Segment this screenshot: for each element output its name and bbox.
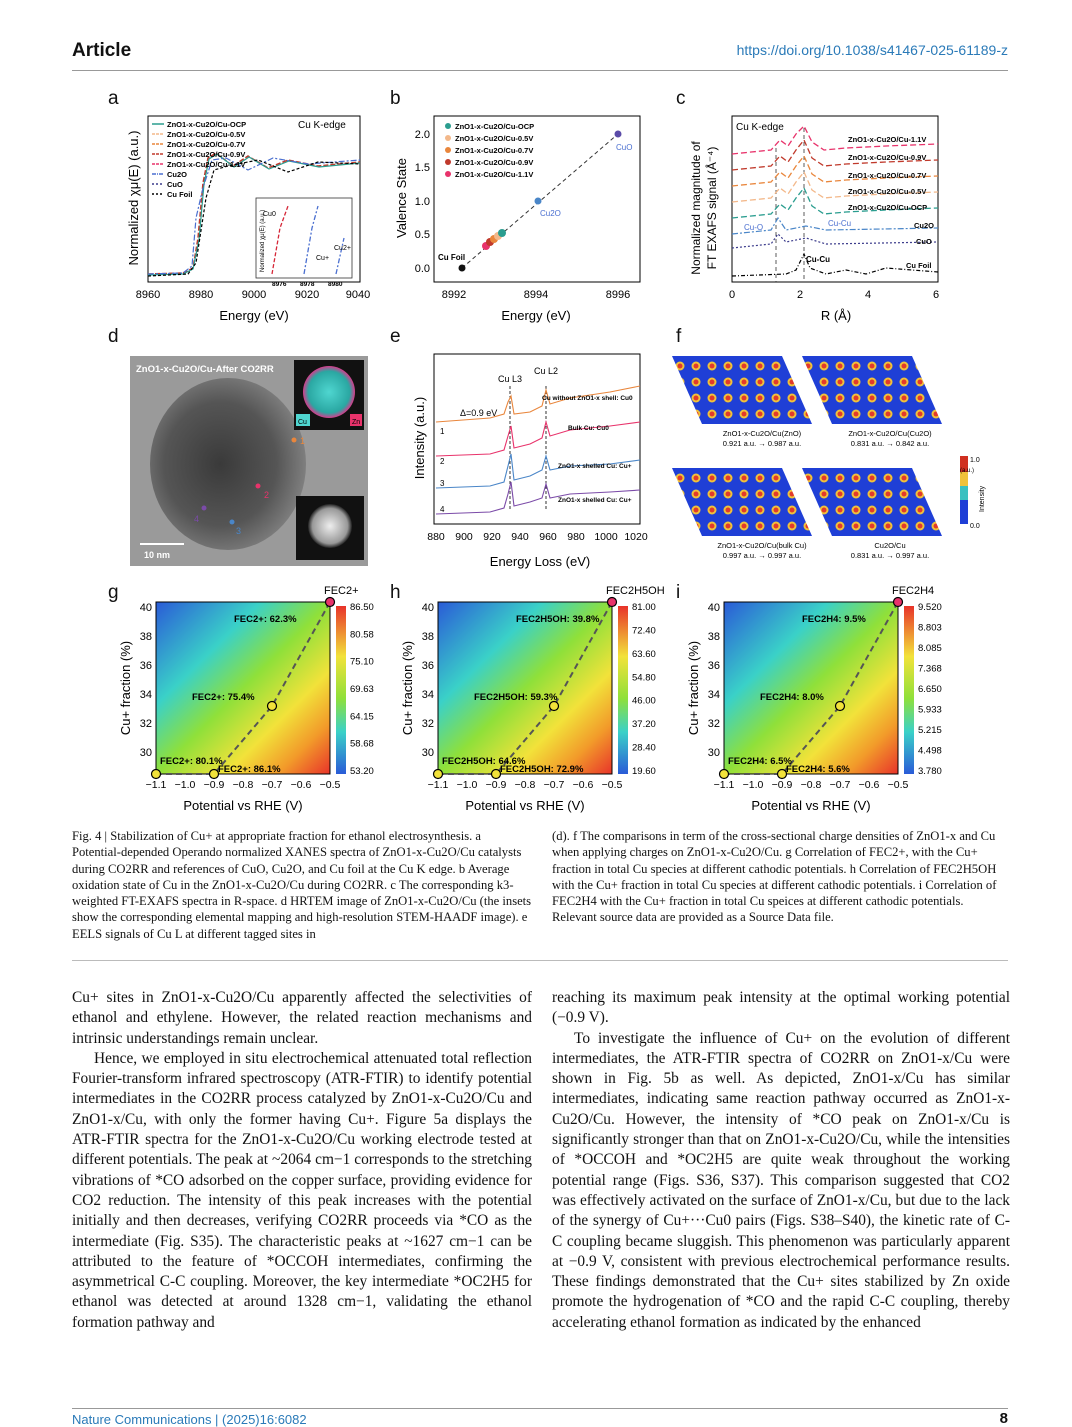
inset-cu0: Cu0 (263, 211, 276, 218)
figure-caption-right (552, 828, 1010, 926)
e-num-4: 4 (440, 505, 445, 514)
f-val-1: 0.921 a.u. → 0.987 a.u. (722, 439, 802, 448)
c-curve-6: CuO (916, 237, 932, 246)
body-column-left (72, 988, 532, 1333)
c-ylabel-1: Normalized magnitude of (689, 141, 703, 275)
body-column-right (552, 988, 1010, 1333)
e-xtick-4: 960 (539, 531, 557, 543)
e-trace-2: Bulk Cu: Cu0 (568, 425, 609, 432)
x-tick: −0.8 (232, 779, 254, 791)
contour-title: FEC2H5OH (606, 585, 665, 597)
panel-e-label: e (390, 326, 401, 347)
b-pt-cuo: CuO (616, 143, 633, 152)
e-xtick-0: 880 (427, 531, 445, 543)
a-xtick-2: 9000 (241, 289, 267, 301)
e-xtick-2: 920 (483, 531, 501, 543)
y-tick: 40 (139, 602, 152, 614)
legend-b-2: ZnO1-x-Cu2O/Cu-0.7V (455, 146, 534, 155)
panel-a-legend (152, 120, 246, 199)
d-pt-4: 4 (194, 514, 200, 524)
legend-b-4: ZnO1-x-Cu2O/Cu-1.1V (455, 170, 534, 179)
colorbar-tick: 72.40 (632, 625, 656, 637)
y-tick: 32 (139, 718, 152, 730)
caption-right-text: (d). f The comparisons in term of the cross-sectional charge densities of ZnO1-x and Cu when applying charges on ZnO1-x-Cu2O/Cu. g Correlation of FEC2+, with the Cu+ fraction in total Cu species at different cathodic potentials. h Correlation of FEC2H5OH with the Cu+ fraction in total Cu species at different cathodic potentials. i Correlation of FEC2H4 with the Cu+ fraction in total Cu speices at different cathodic potentials. Relevant source data are provided as a Source Data file. (552, 829, 997, 925)
panel-a (108, 88, 370, 328)
x-tick: −0.9 (771, 779, 793, 791)
legend-b-3: ZnO1-x-Cu2O/Cu-0.9V (455, 158, 534, 167)
x-tick: −1.1 (145, 779, 167, 791)
b-ylabel: Valence State (394, 158, 409, 238)
doi-link[interactable]: https://doi.org/10.1038/s41467-025-61189-z (736, 42, 1008, 58)
b-ytick-4: 2.0 (414, 129, 430, 141)
body-left-p1: Cu+ sites in ZnO1-x-Cu2O/Cu apparently affected the selectivities of ethanol and ethylene. However, the related reaction mechanisms and intrinsic understandings remain unclear. (72, 989, 532, 1047)
colorbar-tick: 6.650 (918, 684, 942, 695)
colorbar-tick: 53.20 (350, 766, 374, 777)
e-xtick-5: 980 (567, 531, 585, 543)
e-xtick-3: 940 (511, 531, 529, 543)
valence-chart (390, 88, 652, 328)
e-L3: Cu L3 (498, 374, 523, 384)
panel-h-label: h (390, 582, 401, 603)
x-axis-label: Potential vs RHE (V) (465, 798, 585, 813)
y-tick: 30 (139, 747, 152, 759)
x-tick: −1.0 (456, 779, 478, 791)
x-tick: −1.0 (742, 779, 764, 791)
page-number: 8 (999, 1410, 1008, 1427)
y-tick: 36 (421, 660, 434, 672)
fe-annotation: FEC2H5OH: 72.9% (500, 764, 584, 775)
x-tick: −0.8 (800, 779, 822, 791)
b-pt-cu2o: Cu2O (540, 209, 561, 218)
x-tick: −0.9 (485, 779, 507, 791)
panel-b (390, 88, 652, 328)
colorbar-tick: 8.085 (918, 643, 942, 654)
header-section: Article (72, 40, 132, 61)
colorbar (618, 606, 628, 774)
inset-ylabel: Normalized χμ(E) (a.u.) (260, 209, 266, 272)
e-num-3: 3 (440, 479, 445, 488)
fe-annotation: FEC2+: 62.3% (234, 614, 297, 625)
f-cap-2: ZnO1-x-Cu2O/Cu(Cu2O) (848, 429, 932, 438)
data-point (720, 770, 729, 779)
data-point (326, 598, 335, 607)
y-axis-label: Cu+ fraction (%) (118, 640, 133, 736)
data-point (268, 702, 277, 711)
fe-annotation: FEC2H5OH: 59.3% (474, 692, 558, 703)
y-tick: 36 (139, 660, 152, 672)
b-ytick-1: 0.5 (414, 229, 430, 241)
x-tick: −0.9 (203, 779, 225, 791)
b-ytick-2: 1.0 (414, 196, 430, 208)
c-xtick-0: 0 (728, 289, 736, 301)
f-cap-1: ZnO1-x-Cu2O/Cu(ZnO) (722, 429, 802, 438)
c-xlabel: R (Å) (820, 308, 852, 323)
f-val-2: 0.831 a.u. → 0.842 a.u. (850, 439, 930, 448)
body-right-p1: reaching its maximum peak intensity at the optimal working potential (−0.9 V). (552, 989, 1010, 1027)
colorbar-tick: 37.20 (632, 719, 656, 731)
legend-b-1: ZnO1-x-Cu2O/Cu-0.5V (455, 134, 534, 143)
panel-f-label: f (676, 326, 682, 347)
e-trace-nums (440, 427, 445, 514)
xanes-chart (108, 88, 370, 328)
x-tick: −0.6 (858, 779, 880, 791)
colorbar-tick: 7.368 (918, 663, 942, 675)
e-L2: Cu L2 (534, 366, 559, 376)
y-axis-label: Cu+ fraction (%) (686, 640, 701, 736)
body-right-p2: To investigate the influence of Cu+ on the evolution of different intermediates, the ATR-FTIR spectra of CO2RR on ZnO1-x/Cu were shown in Fig. 5b as well. As depicted, ZnO1-x/Cu has similar intermediates, indicating same reaction pathway occurred as ZnO1-x-Cu2O/Cu. However, the intensity of *CO peak on ZnO1-x/Cu is significantly stronger than that on ZnO1-x-Cu2O/Cu, while the intensities of *OCCOH and *OC2H5 are quite weak throughout the working potential range (Figs. S36, S37). This comparison suggested that CO2 was effectively activated on the surface of ZnO1-x/Cu, but due to the lack of the synergy of Cu+···Cu0 pairs (Figs. S38–S40), the kinetic rate of C-C coupling became sluggish. This phenomenon was particularly apparent at −0.9 V, consistent with previous electrochemical performance results. These findings demonstrated that the Cu+ sites stabilized by Zn oxide promote the hydrogenation of *CO and the rapid C-C coupling, thereby accelerating ethanol formation as indicated by the enhanced (552, 1029, 1010, 1331)
x-tick: −0.7 (829, 779, 851, 791)
charge-density-maps (672, 326, 992, 574)
data-point (434, 770, 443, 779)
y-tick: 30 (707, 747, 720, 759)
e-trace-3: ZnO1-x shelled Cu: Cu+ (558, 463, 632, 470)
data-point (608, 598, 617, 607)
e-trace-4: ZnO1-x shelled Cu: Cu+ (558, 497, 632, 504)
b-pt-foil: Cu Foil (438, 253, 466, 262)
inset-xtick-2: 8980 (328, 281, 343, 288)
colorbar-tick: 8.803 (918, 622, 942, 634)
fe-annotation: FEC2+: 86.1% (218, 764, 281, 775)
f-cbar-max: 1.0 (970, 457, 980, 464)
data-point (152, 770, 161, 779)
inset-cu2: Cu2+ (334, 245, 351, 252)
panel-g (108, 578, 390, 818)
c-xtick-2: 4 (864, 289, 872, 301)
f-cbar-min: 0.0 (970, 523, 980, 530)
e-xtick-7: 1020 (624, 531, 648, 543)
panel-e (390, 326, 652, 576)
colorbar-tick: 63.60 (632, 648, 656, 660)
data-point (894, 598, 903, 607)
x-tick: −0.5 (601, 779, 623, 791)
contour-chart-i (676, 578, 958, 818)
f-cap-3: ZnO1-x-Cu2O/Cu(bulk Cu) (717, 541, 807, 550)
fe-annotation: FEC2H5OH: 39.8% (516, 614, 600, 625)
legend-b-0: ZnO1-x-Cu2O/Cu-OCP (455, 122, 535, 131)
colorbar-tick: 5.933 (918, 704, 942, 716)
y-tick: 34 (707, 689, 720, 701)
a-xlabel: Energy (eV) (219, 308, 289, 323)
x-axis-label: Potential vs RHE (V) (183, 798, 303, 813)
footer-divider (72, 1408, 1008, 1409)
legend-a-6: CuO (167, 180, 183, 189)
contour-chart-h (390, 578, 672, 818)
panel-d (108, 326, 370, 566)
f-val-3: 0.997 a.u. → 0.997 a.u. (722, 551, 802, 560)
f-cbar-label: Intensity (979, 485, 986, 512)
contour-field (438, 602, 612, 774)
data-point (836, 702, 845, 711)
c-curve-7: Cu Foil (906, 261, 932, 270)
map-cu-label: Cu (298, 419, 307, 426)
y-tick: 32 (421, 718, 434, 730)
c-ylabel-2: FT EXAFS signal (Å⁻⁴) (705, 146, 719, 270)
b-xtick-2: 8996 (605, 289, 631, 301)
x-tick: −1.1 (713, 779, 735, 791)
d-pt-2: 2 (264, 490, 270, 500)
inset-cu1: Cu+ (316, 255, 330, 262)
colorbar (904, 606, 914, 774)
c-xtick-1: 2 (796, 289, 804, 301)
contour-field (156, 602, 330, 774)
panel-c-label: c (676, 88, 686, 109)
colorbar-tick: 81.00 (632, 602, 656, 613)
caption-left-text: Fig. 4 | Stabilization of Cu+ at appropriate fraction for ethanol electrosynthesis. a Potential-depended Operando normalized XANES spectra of ZnO1-x-Cu2O/Cu catalysts during CO2RR and references of CuO, Cu2O, and Cu foil at the Cu K edge. b Average oxidation state of Cu in the ZnO1-x-Cu2O/Cu during CO2RR. c The corresponding k3-weighted FT-EXAFS spectra in R-space. d HRTEM image of ZnO1-x-Cu2O/Cu (the insets show the corresponding elemental mapping and high-resolution STEM-HAADF image). e EELS signals of Cu L at different tagged sites in (72, 829, 532, 941)
panel-g-label: g (108, 582, 119, 603)
colorbar-tick: 58.68 (350, 738, 374, 750)
e-ylabel: Intensity (a.u.) (412, 396, 427, 480)
c-curve-5: Cu2O (914, 221, 935, 230)
exafs-chart (676, 88, 950, 328)
y-axis-label: Cu+ fraction (%) (400, 640, 415, 736)
e-trace-1: Cu without ZnO1-x shell: Cu0 (542, 395, 633, 402)
fe-annotation: FEC2+: 80.1% (160, 756, 223, 767)
panel-a-note: Cu K-edge (298, 120, 346, 131)
colorbar-tick: 46.00 (632, 695, 656, 707)
contour-field (724, 602, 898, 774)
fe-annotation: FEC2H4: 5.6% (786, 764, 850, 775)
fe-annotation: FEC2H4: 6.5% (728, 756, 792, 767)
c-peak-2: Cu-Cu (806, 255, 830, 264)
x-tick: −1.1 (427, 779, 449, 791)
y-tick: 32 (707, 718, 720, 730)
colorbar-tick: 54.80 (632, 672, 656, 684)
x-tick: −0.5 (887, 779, 909, 791)
inset-xtick-0: 8976 (272, 281, 287, 288)
x-tick: −1.0 (174, 779, 196, 791)
x-tick: −0.7 (543, 779, 565, 791)
legend-a-0: ZnO1-x-Cu2O/Cu-OCP (167, 120, 247, 129)
x-tick: −0.6 (290, 779, 312, 791)
x-tick: −0.7 (261, 779, 283, 791)
x-tick: −0.6 (572, 779, 594, 791)
legend-a-2: ZnO1-x-Cu2O/Cu-0.7V (167, 140, 246, 149)
panel-c-note: Cu K-edge (736, 122, 784, 133)
colorbar-tick: 4.498 (918, 745, 942, 757)
colorbar-tick: 75.10 (350, 656, 374, 668)
fe-annotation: FEC2H4: 8.0% (760, 692, 824, 703)
journal-citation[interactable]: Nature Communications | (2025)16:6082 (72, 1412, 307, 1427)
legend-a-4: ZnO1-x-Cu2O/Cu-1.1V (167, 160, 246, 169)
panel-f (672, 326, 992, 574)
c-xtick-3: 6 (932, 289, 940, 301)
c-peak-0: Cu-O (744, 223, 764, 232)
fe-annotation: FEC2H4: 9.5% (802, 614, 866, 625)
colorbar-tick: 86.50 (350, 602, 374, 613)
contour-title: FEC2+ (324, 585, 359, 597)
colorbar-tick: 80.58 (350, 629, 374, 641)
map-zn-label: Zn (352, 419, 361, 426)
b-ytick-0: 0.0 (414, 263, 430, 275)
colorbar-tick: 3.780 (918, 766, 942, 777)
c-curve-2: ZnO1-x-Cu2O/Cu-0.7V (848, 171, 927, 180)
panel-b-legend (445, 122, 534, 179)
b-xlabel: Energy (eV) (501, 308, 571, 323)
c-curve-3: ZnO1-x-Cu2O/Cu-0.5V (848, 187, 927, 196)
y-tick: 38 (421, 631, 434, 643)
body-left-p2: Hence, we employed in situ electrochemical attenuated total reflection Fourier-transform infrared spectroscopy (ATR-FTIR) to identify potential intermediates in the CO2RR process catalyzed by ZnO1-x-Cu2O/Cu and ZnO1-x/Cu, with only the former having Cu+. Figure 5a displays the ATR-FTIR spectra for the ZnO1-x-Cu2O/Cu working electrode tested at different potentials. The peak at ~2064 cm−1 corresponds to the stretching vibrations of *CO adsorbed on the copper surface, providing evidence for CO2 reduction. The intensity of this peak increases with the potential initially and then decreases, verifying CO2RR proceeds via *CO as the intermediate (Fig. S35). The characteristic peaks at ~1627 cm−1 can be attributed to the feature of *OCCOH intermediates, confirming the asymmetrical C-C coupling. Moreover, the key intermediate *OC2H5 for ethanol was detected at around 1328 cm−1, validating the ethanol formation pathway and (72, 1049, 532, 1331)
colorbar-tick: 9.520 (918, 602, 942, 613)
c-curve-4: ZnO1-x-Cu2O/Cu-OCP (848, 203, 928, 212)
d-scale: 10 nm (144, 550, 171, 560)
b-ytick-3: 1.5 (414, 162, 430, 174)
a-xtick-3: 9020 (294, 289, 320, 301)
a-xtick-0: 8960 (135, 289, 161, 301)
x-tick: −0.8 (514, 779, 536, 791)
x-axis-label: Potential vs RHE (V) (751, 798, 871, 813)
y-tick: 34 (421, 689, 434, 701)
colorbar-tick: 28.40 (632, 742, 656, 754)
panel-c (676, 88, 950, 328)
figure-caption-left (72, 828, 532, 942)
colorbar-tick: 69.63 (350, 684, 374, 695)
c-curve-1: ZnO1-x-Cu2O/Cu-0.9V (848, 153, 927, 162)
f-val-4: 0.831 a.u. → 0.997 a.u. (850, 551, 930, 560)
e-xtick-1: 900 (455, 531, 473, 543)
contour-chart-g (108, 578, 390, 818)
y-tick: 40 (421, 602, 434, 614)
header-divider (72, 70, 1008, 71)
fe-annotation: FEC2+: 75.4% (192, 692, 255, 703)
e-xlabel: Energy Loss (eV) (489, 554, 591, 569)
b-xtick-0: 8992 (441, 289, 467, 301)
y-tick: 38 (707, 631, 720, 643)
colorbar-tick: 64.15 (350, 711, 374, 723)
y-tick: 38 (139, 631, 152, 643)
eels-chart (390, 326, 652, 576)
e-delta: Δ=0.9 eV (460, 408, 498, 418)
c-peak-1: Cu-Cu (828, 219, 852, 228)
legend-a-7: Cu Foil (167, 190, 193, 199)
legend-a-5: Cu2O (167, 170, 188, 179)
e-num-1: 1 (440, 427, 445, 436)
f-cbar-unit: (a.u.) (960, 468, 975, 474)
e-xtick-6: 1000 (594, 531, 618, 543)
caption-separator (72, 960, 1008, 961)
colorbar-tick: 19.60 (632, 766, 656, 777)
panel-b-label: b (390, 88, 401, 109)
y-tick: 40 (707, 602, 720, 614)
panel-i (676, 578, 958, 818)
y-tick: 30 (421, 747, 434, 759)
a-ylabel: Normalized χμ(E) (a.u.) (126, 130, 141, 266)
c-curve-0: ZnO1-x-Cu2O/Cu-1.1V (848, 135, 927, 144)
colorbar-tick: 5.215 (918, 725, 942, 736)
a-xtick-1: 8980 (188, 289, 214, 301)
panel-h (390, 578, 672, 818)
y-tick: 36 (707, 660, 720, 672)
panel-a-label: a (108, 88, 119, 109)
panel-i-label: i (676, 582, 681, 603)
panel-d-label: d (108, 326, 119, 347)
d-title: ZnO1-x-Cu2O/Cu-After CO2RR (136, 364, 274, 375)
x-tick: −0.5 (319, 779, 341, 791)
fe-annotation: FEC2H5OH: 64.6% (442, 756, 526, 767)
a-xtick-4: 9040 (345, 289, 370, 301)
d-pt-3: 3 (236, 526, 242, 536)
legend-a-3: ZnO1-x-Cu2O/Cu-0.9V (167, 150, 246, 159)
colorbar (336, 606, 346, 774)
inset-xtick-1: 8978 (300, 281, 315, 288)
f-cap-4: Cu2O/Cu (874, 541, 906, 550)
legend-a-1: ZnO1-x-Cu2O/Cu-0.5V (167, 130, 246, 139)
b-xtick-1: 8994 (523, 289, 549, 301)
e-num-2: 2 (440, 457, 445, 466)
d-pt-1: 1 (300, 436, 306, 446)
y-tick: 34 (139, 689, 152, 701)
hrtem-image (108, 326, 370, 566)
contour-title: FEC2H4 (892, 585, 935, 597)
